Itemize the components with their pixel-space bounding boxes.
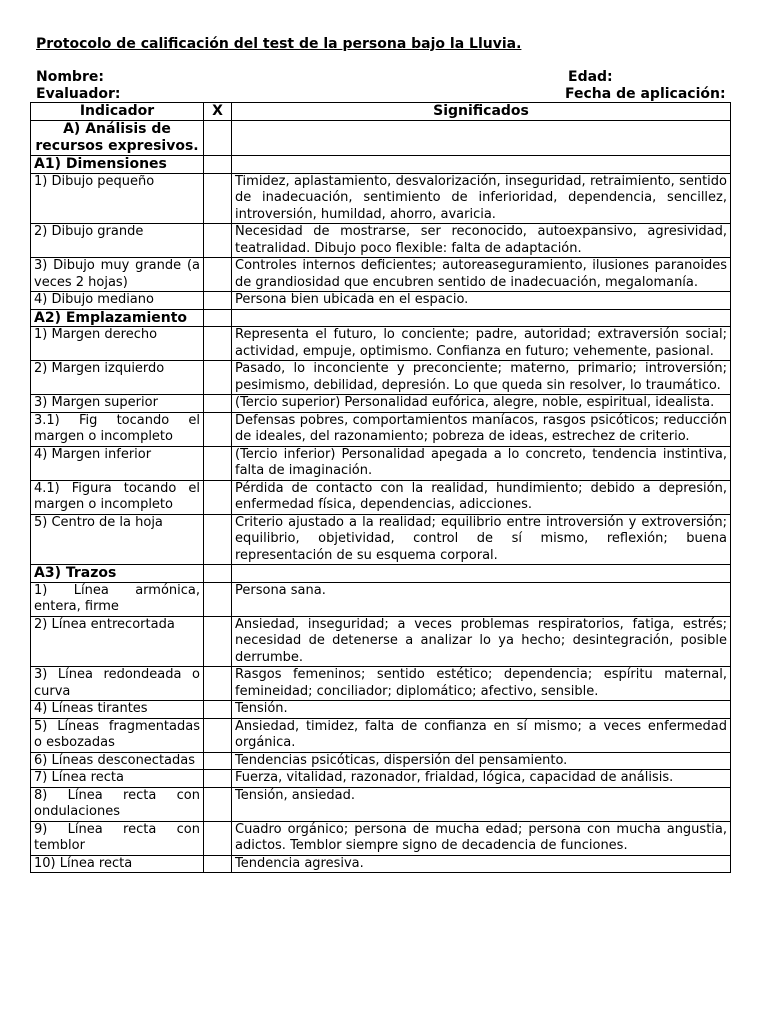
indicator-cell: 1) Línea armónica, entera, firme — [31, 582, 204, 616]
mark-cell[interactable] — [204, 821, 232, 855]
meaning-cell: Tendencia agresiva. — [232, 855, 731, 873]
table-row — [31, 855, 731, 873]
indicator-cell: 3) Línea redondeada o curva — [31, 667, 204, 701]
mark-cell[interactable] — [204, 718, 232, 752]
meaning-cell: Tensión. — [232, 701, 731, 719]
mark-cell[interactable] — [204, 224, 232, 258]
table-row — [31, 667, 731, 701]
indicator-cell: 2) Dibujo grande — [31, 224, 204, 258]
indicator-cell: 4.1) Figura tocando el margen o incompleto — [31, 480, 204, 514]
nombre-label: Nombre: — [36, 69, 104, 85]
mark-cell[interactable] — [204, 361, 232, 395]
mark-cell[interactable] — [204, 667, 232, 701]
header-x: X — [204, 103, 232, 121]
meaning-cell: Tensión, ansiedad. — [232, 787, 731, 821]
indicator-cell: 4) Margen inferior — [31, 446, 204, 480]
table-row — [31, 395, 731, 413]
table-row — [31, 173, 731, 224]
section-label: A3) Trazos — [31, 565, 204, 583]
mark-cell[interactable] — [204, 446, 232, 480]
meaning-cell: Rasgos femeninos; sentido estético; dependencia; espíritu maternal, femineidad; conciliador; diplomático; afectivo, sensible. — [232, 667, 731, 701]
section-row — [31, 565, 731, 583]
edad-label: Edad: — [568, 69, 613, 85]
indicator-cell: 1) Dibujo pequeño — [31, 173, 204, 224]
indicator-cell: 3) Dibujo muy grande (a veces 2 hojas) — [31, 258, 204, 292]
meaning-cell: Ansiedad, timidez, falta de confianza en sí mismo; a veces enfermedad orgánica. — [232, 718, 731, 752]
table-row — [31, 770, 731, 788]
analysis-label: A) Análisis de recursos expresivos. — [31, 121, 204, 156]
mark-cell[interactable] — [204, 787, 232, 821]
mark-cell[interactable] — [204, 173, 232, 224]
mark-cell[interactable] — [204, 616, 232, 667]
mark-cell[interactable] — [204, 258, 232, 292]
scoring-table — [30, 102, 731, 873]
mark-cell[interactable] — [204, 582, 232, 616]
indicator-cell: 2) Margen izquierdo — [31, 361, 204, 395]
meaning-cell: Timidez, aplastamiento, desvalorización, inseguridad, retraimiento, sentido de inadecuación, sentimiento de inferioridad, dependencia, sencillez, introversión, humildad, ahorro, avaricia. — [232, 173, 731, 224]
table-row — [31, 258, 731, 292]
analysis-row — [31, 121, 731, 156]
document-title: Protocolo de calificación del test de la persona bajo la Lluvia. — [36, 36, 522, 52]
meaning-cell: Fuerza, vitalidad, razonador, frialdad, lógica, capacidad de análisis. — [232, 770, 731, 788]
mark-cell[interactable] — [204, 327, 232, 361]
table-header-row — [31, 103, 731, 121]
meaning-cell — [232, 156, 731, 174]
indicator-cell: 4) Dibujo mediano — [31, 292, 204, 310]
table-row — [31, 446, 731, 480]
meaning-cell: Persona bien ubicada en el espacio. — [232, 292, 731, 310]
table-row — [31, 787, 731, 821]
meaning-cell: Pérdida de contacto con la realidad, hundimiento; debido a depresión, enfermedad física, dependencias, adicciones. — [232, 480, 731, 514]
meaning-cell: Pasado, lo inconciente y preconciente; materno, primario; introversión; pesimismo, debilidad, depresión. Lo que queda sin resolver, lo traumático. — [232, 361, 731, 395]
section-row — [31, 309, 731, 327]
table-row — [31, 616, 731, 667]
indicator-cell: 2) Línea entrecortada — [31, 616, 204, 667]
indicator-cell: 4) Líneas tirantes — [31, 701, 204, 719]
evaluador-label: Evaluador: — [36, 86, 121, 102]
mark-cell[interactable] — [204, 565, 232, 583]
meaning-cell: (Tercio superior) Personalidad eufórica, alegre, noble, espiritual, idealista. — [232, 395, 731, 413]
mark-cell[interactable] — [204, 480, 232, 514]
mark-cell[interactable] — [204, 395, 232, 413]
mark-cell[interactable] — [204, 292, 232, 310]
meaning-cell: Defensas pobres, comportamientos maníacos, rasgos psicóticos; reducción de ideales, del razonamiento; pobreza de ideas, estrechez de criterio. — [232, 412, 731, 446]
mark-cell[interactable] — [204, 412, 232, 446]
table-row — [31, 361, 731, 395]
table-row — [31, 752, 731, 770]
section-label: A2) Emplazamiento — [31, 309, 204, 327]
mark-cell[interactable] — [204, 514, 232, 565]
indicator-cell: 1) Margen derecho — [31, 327, 204, 361]
header-significados: Significados — [232, 103, 731, 121]
fecha-label: Fecha de aplicación: — [565, 86, 726, 102]
indicator-cell: 6) Líneas desconectadas — [31, 752, 204, 770]
mark-cell[interactable] — [204, 701, 232, 719]
mark-cell[interactable] — [204, 121, 232, 156]
header-indicator: Indicador — [31, 103, 204, 121]
mark-cell[interactable] — [204, 156, 232, 174]
meaning-cell — [232, 565, 731, 583]
table-row — [31, 514, 731, 565]
table-row — [31, 701, 731, 719]
meaning-cell — [232, 121, 731, 156]
meaning-cell: Controles internos deficientes; autoreaseguramiento, ilusiones paranoides de grandiosidad que encubren sentido de inadecuación, megalomanía. — [232, 258, 731, 292]
indicator-cell: 5) Líneas fragmentadas o esbozadas — [31, 718, 204, 752]
meaning-cell: Persona sana. — [232, 582, 731, 616]
indicator-cell: 3.1) Fig tocando el margen o incompleto — [31, 412, 204, 446]
table-row — [31, 821, 731, 855]
table-row — [31, 224, 731, 258]
table-row — [31, 292, 731, 310]
section-row — [31, 156, 731, 174]
meaning-cell: (Tercio inferior) Personalidad apegada a lo concreto, tendencia instintiva, falta de imaginación. — [232, 446, 731, 480]
meaning-cell: Ansiedad, inseguridad; a veces problemas respiratorios, fatiga, estrés; necesidad de detenerse a analizar lo ya hecho; desintegración, posible derrumbe. — [232, 616, 731, 667]
table-row — [31, 582, 731, 616]
indicator-cell: 5) Centro de la hoja — [31, 514, 204, 565]
section-label: A1) Dimensiones — [31, 156, 204, 174]
table-row — [31, 327, 731, 361]
table-row — [31, 480, 731, 514]
meaning-cell: Cuadro orgánico; persona de mucha edad; persona con mucha angustia, adictos. Temblor siempre signo de decadencia de funciones. — [232, 821, 731, 855]
mark-cell[interactable] — [204, 752, 232, 770]
table-row — [31, 412, 731, 446]
indicator-cell: 7) Línea recta — [31, 770, 204, 788]
meaning-cell: Representa el futuro, lo conciente; padre, autoridad; extraversión social; actividad, empuje, optimismo. Confianza en futuro; vehemente, pasional. — [232, 327, 731, 361]
mark-cell[interactable] — [204, 855, 232, 873]
table-row — [31, 718, 731, 752]
mark-cell[interactable] — [204, 770, 232, 788]
meaning-cell — [232, 309, 731, 327]
meaning-cell: Tendencias psicóticas, dispersión del pensamiento. — [232, 752, 731, 770]
indicator-cell: 9) Línea recta con temblor — [31, 821, 204, 855]
mark-cell[interactable] — [204, 309, 232, 327]
meaning-cell: Necesidad de mostrarse, ser reconocido, autoexpansivo, agresividad, teatralidad. Dibujo poco flexible: falta de adaptación. — [232, 224, 731, 258]
meaning-cell: Criterio ajustado a la realidad; equilibrio entre introversión y extroversión; equilibrio, objetividad, control de sí mismo, reflexión; buena representación de su esquema corporal. — [232, 514, 731, 565]
indicator-cell: 3) Margen superior — [31, 395, 204, 413]
indicator-cell: 10) Línea recta — [31, 855, 204, 873]
indicator-cell: 8) Línea recta con ondulaciones — [31, 787, 204, 821]
